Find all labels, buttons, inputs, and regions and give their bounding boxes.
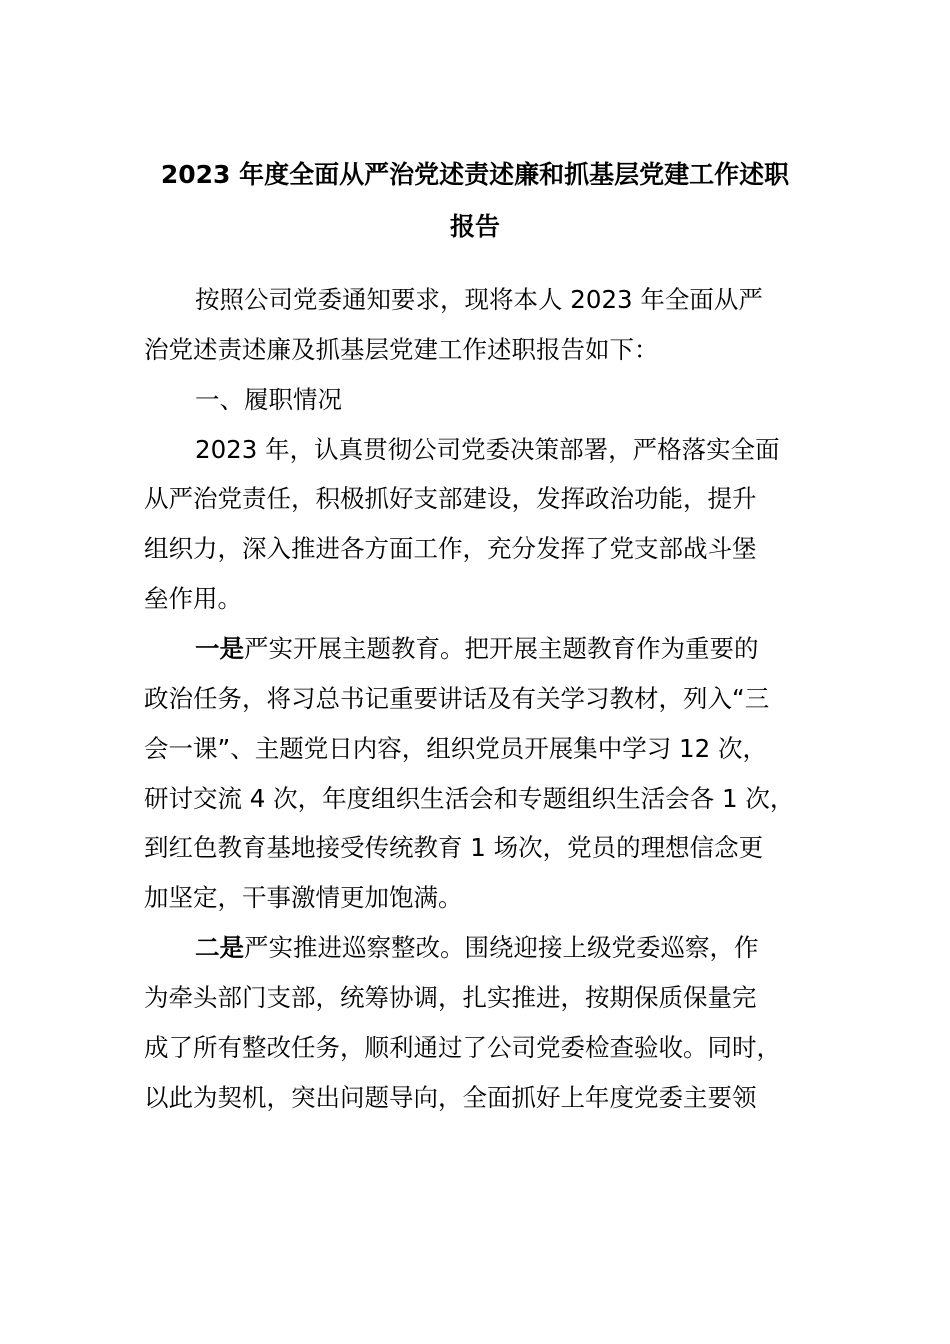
intro-line-1: 按照公司党委通知要求，现将本人 2023 年全面从严 <box>195 285 763 314</box>
summary-line-3: 组织力，深入推进各方面工作，充分发挥了党支部战斗堡 <box>144 534 757 563</box>
summary-line-2: 从严治党责任，积极抓好支部建设，发挥政治功能，提升 <box>144 484 757 513</box>
point1-first-line <box>195 634 759 664</box>
point2-lead: 二是 <box>195 933 244 962</box>
point1-line-6: 加坚定，干事激情更加饱满。 <box>144 883 463 912</box>
point1-first-rest: 严实开展主题教育。把开展主题教育作为重要的 <box>244 634 759 663</box>
point1-line-5: 到红色教育基地接受传统教育 1 场次，党员的理想信念更 <box>144 833 764 862</box>
intro-line-2: 治党述责述廉及抓基层党建工作述职报告如下： <box>144 335 659 364</box>
point2-line-2: 为牵头部门支部，统筹协调，扎实推进，按期保质保量完 <box>144 983 757 1012</box>
point1-line-4: 研讨交流 4 次，年度组织生活会和专题组织生活会各 1 次， <box>144 784 795 813</box>
point2-first-rest: 严实推进巡察整改。围绕迎接上级党委巡察，作 <box>244 933 759 962</box>
document-title-line-1: 2023 年度全面从严治党述责述廉和抓基层党建工作述职 <box>160 160 790 189</box>
point1-lead: 一是 <box>195 634 244 663</box>
document-title-line-2: 报告 <box>449 212 500 241</box>
point1-line-3: 会一课”、主题党日内容，组织党员开展集中学习 12 次， <box>144 734 767 763</box>
point1-line-2: 政治任务，将习总书记重要讲话及有关学习教材，列入“三 <box>144 684 770 713</box>
point2-line-3: 成了所有整改任务，顺利通过了公司党委检查验收。同时， <box>144 1033 781 1062</box>
point2-first-line <box>195 933 759 963</box>
section-heading: 一、履职情况 <box>195 385 342 414</box>
summary-line-1: 2023 年，认真贯彻公司党委决策部署，严格落实全面 <box>195 435 780 464</box>
point2-line-4: 以此为契机，突出问题导向，全面抓好上年度党委主要领 <box>144 1083 757 1112</box>
summary-line-4: 垒作用。 <box>144 584 242 613</box>
